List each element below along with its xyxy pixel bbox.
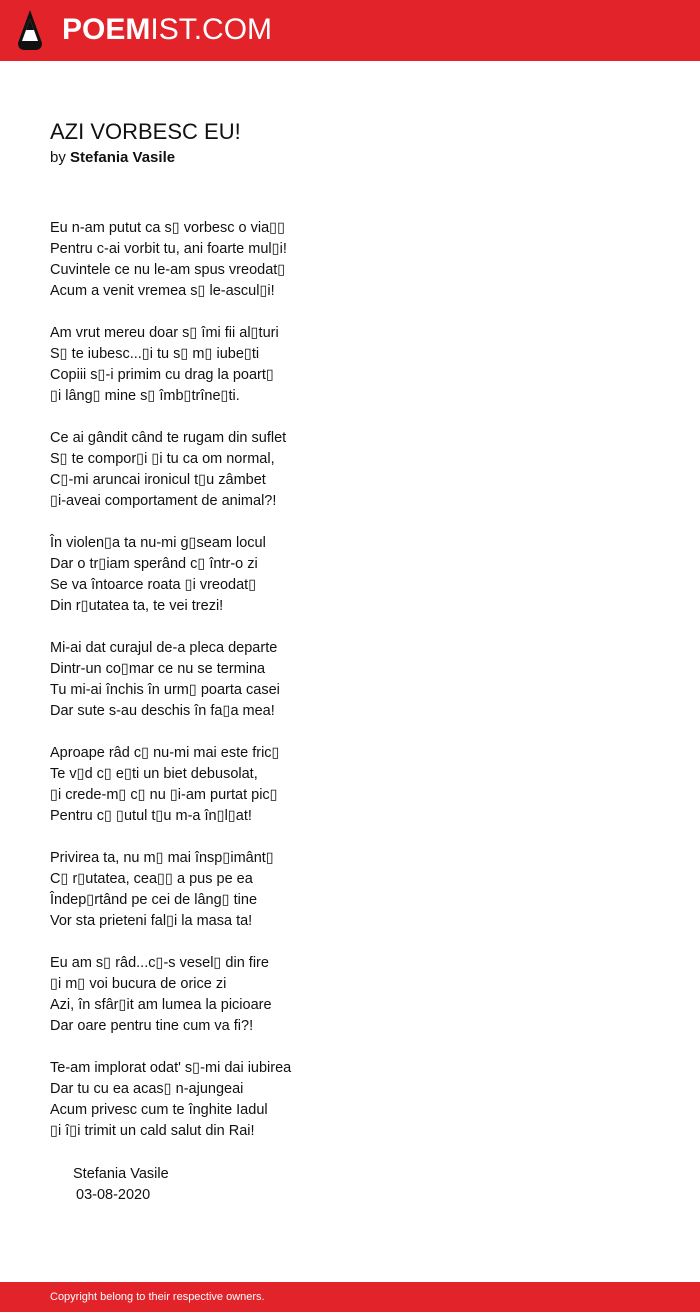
poem-line: ▯i-aveai comportament de animal?!: [50, 493, 277, 509]
poem-line: Te v▯d c▯ e▯ti un biet debusolat,: [50, 766, 258, 782]
poem-line: Se va întoarce roata ▯i vreodat▯: [50, 577, 257, 593]
poem-line: Dar tu cu ea acas▯ n-ajungeai: [50, 1081, 244, 1097]
poem-line: Vor sta prieteni fal▯i la masa ta!: [50, 913, 253, 929]
poem-line: Din r▯utatea ta, te vei trezi!: [50, 598, 224, 614]
poem-line: Eu n-am putut ca s▯ vorbesc o via▯▯: [50, 220, 286, 236]
logo-light-text: IST.COM: [150, 13, 273, 46]
poem-line: Te-am implorat odat' s▯-mi dai iubirea: [50, 1060, 292, 1076]
poem-stanza: [50, 638, 291, 722]
site-footer: [0, 1282, 700, 1312]
pencil-tip-icon[interactable]: [17, 9, 43, 51]
author-name: Stefania Vasile: [70, 149, 176, 166]
poem-line: Dintr-un co▯mar ce nu se termina: [50, 661, 266, 677]
poem-line: S▯ te iubesc...▯i tu s▯ m▯ iube▯ti: [50, 346, 260, 362]
poem-line: ▯i lâng▯ mine s▯ îmb▯trîne▯ti.: [50, 388, 240, 404]
poem-line: Cuvintele ce nu le-am spus vreodat▯: [50, 262, 286, 278]
poem-line: Pentru c▯ ▯utul t▯u m-a în▯l▯at!: [50, 808, 252, 824]
poem-line: C▯ r▯utatea, cea▯▯ a pus pe ea: [50, 871, 253, 887]
poem-stanza: [50, 743, 291, 827]
poem-signature: Stefania Vasile: [73, 1166, 169, 1182]
poem-line: Îndep▯rtând pe cei de lâng▯ tine: [50, 892, 258, 908]
poem-line: Dar sute s-au deschis în fa▯a mea!: [50, 703, 275, 719]
site-header: [0, 0, 700, 61]
poem-line: Acum a venit vremea s▯ le-ascul▯i!: [50, 283, 275, 299]
poem-line: ▯i î▯i trimit un cald salut din Rai!: [50, 1123, 255, 1139]
poem-date: 03-08-2020: [76, 1187, 151, 1203]
site-logo[interactable]: [62, 11, 272, 49]
poem-stanza: [50, 1058, 291, 1142]
poem-line: Aproape râd c▯ nu-mi mai este fric▯: [50, 745, 280, 761]
poem-line: ▯i crede-m▯ c▯ nu ▯i-am purtat pic▯: [50, 787, 278, 803]
logo-bold-text: POEM: [62, 13, 151, 46]
poem-line: Copiii s▯-i primim cu drag la poart▯: [50, 367, 274, 383]
poem-line: C▯-mi aruncai ironicul t▯u zâmbet: [50, 472, 266, 488]
poem-line: Acum privesc cum te înghite Iadul: [50, 1102, 268, 1118]
poem-stanza: [50, 848, 291, 932]
poem-stanza: [50, 218, 291, 302]
poem-stanza: [50, 533, 291, 617]
poem-line: Ce ai gândit când te rugam din suflet: [50, 430, 287, 446]
poem-line: Eu am s▯ râd...c▯-s vesel▯ din fire: [50, 955, 269, 971]
poem-line: Dar o tr▯iam sperând c▯ într-o zi: [50, 556, 258, 572]
poem-line: Mi-ai dat curajul de-a pleca departe: [50, 640, 278, 656]
poem-stanza: [50, 953, 291, 1037]
poem-line: Am vrut mereu doar s▯ îmi fii al▯turi: [50, 325, 279, 341]
poem-line: Privirea ta, nu m▯ mai însp▯imânt▯: [50, 850, 274, 866]
poem-line: Azi, în sfâr▯it am lumea la picioare: [50, 997, 272, 1013]
poem-line: Tu mi-ai închis în urm▯ poarta casei: [50, 682, 280, 698]
poem-line: Dar oare pentru tine cum va fi?!: [50, 1018, 254, 1034]
poem-line: În violen▯a ta nu-mi g▯seam locul: [50, 535, 266, 551]
footer-copyright: Copyright belong to their respective owners.: [50, 1291, 265, 1303]
poem-line: ▯i m▯ voi bucura de orice zi: [50, 976, 227, 992]
poem-line: Pentru c-ai vorbit tu, ani foarte mul▯i!: [50, 241, 287, 257]
poem-byline: [50, 148, 175, 168]
poem-stanza: [50, 428, 291, 512]
poem-title: AZI VORBESC EU!: [50, 119, 241, 144]
poem-body: [50, 218, 291, 1163]
poem-line: S▯ te compor▯i ▯i tu ca om normal,: [50, 451, 275, 467]
poem-stanza: [50, 323, 291, 407]
by-label: by: [50, 149, 66, 166]
